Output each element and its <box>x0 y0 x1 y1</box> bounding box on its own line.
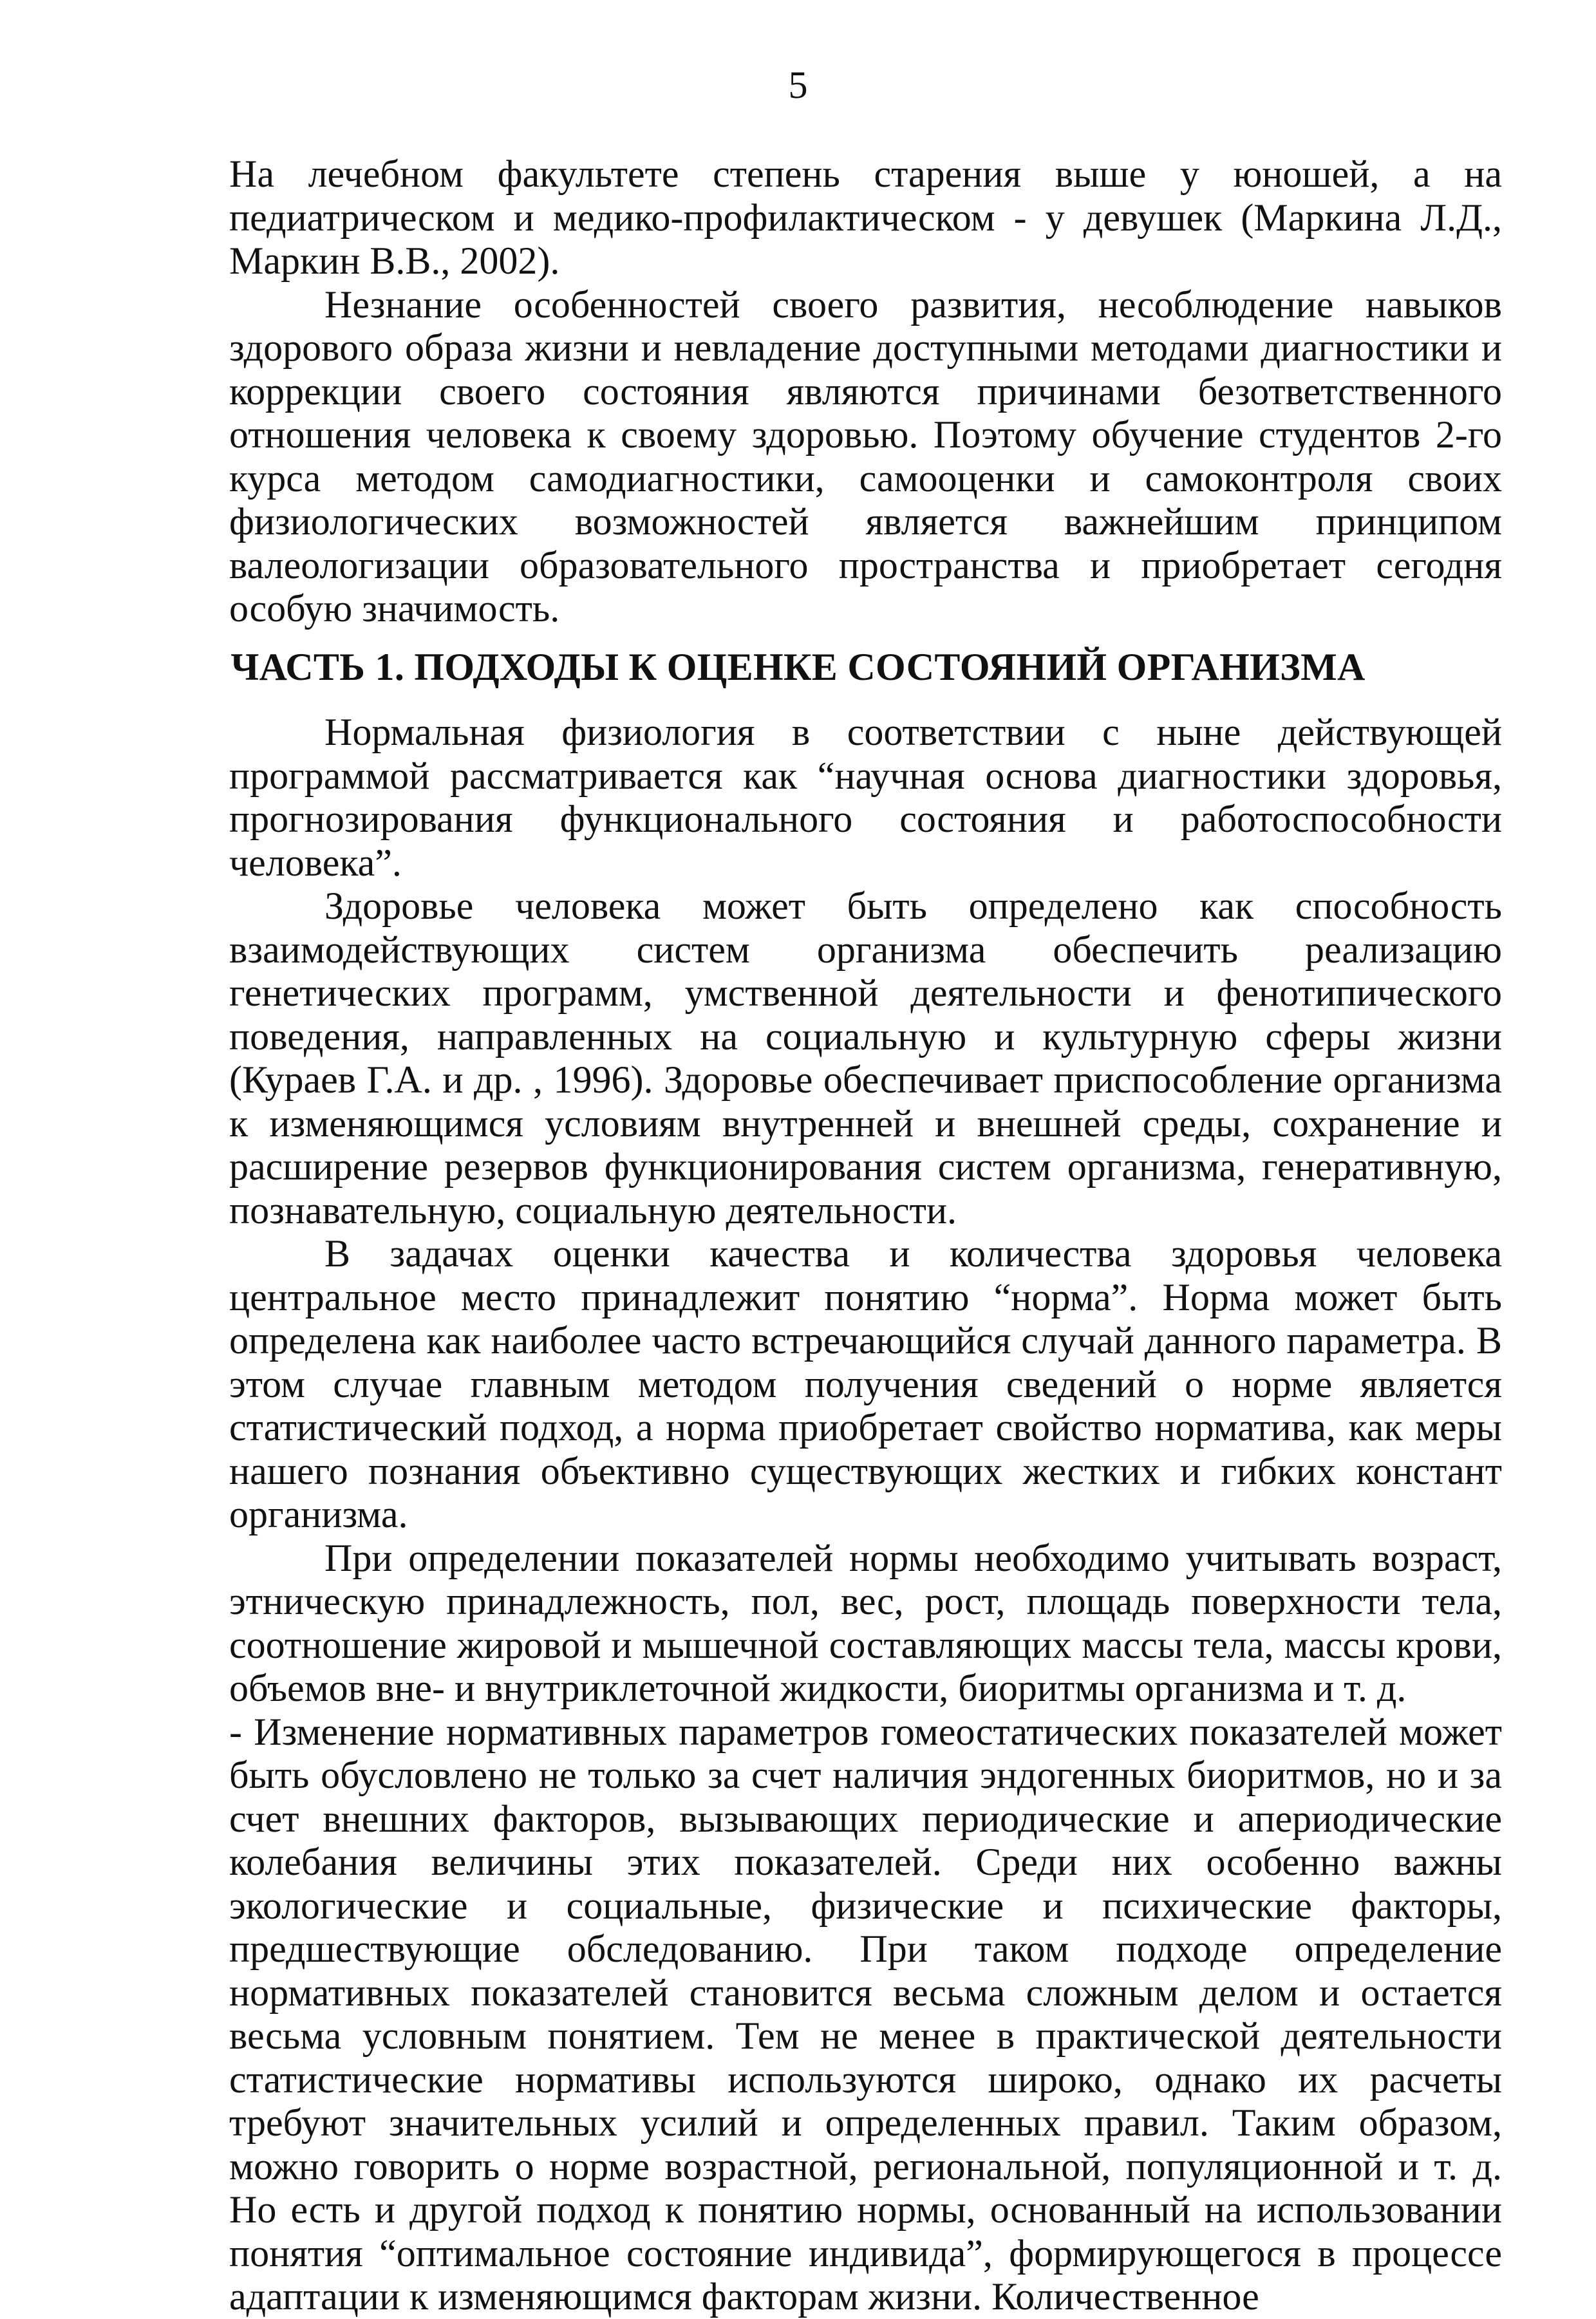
paragraph: При определении показателей нормы необходимо учитывать возраст, этническую принадлежность, пол, вес, рост, площадь поверхности тела, соотношение жировой и мышечной составляющих массы тела, массы крови, объемов вне- и внутриклеточной жидкости, биоритмы организма и т. д. <box>229 1536 1502 1709</box>
paragraph: Здоровье человека может быть определено как способность взаимодействующих систем организма обеспечить реализацию генетических программ, умственной деятельности и фенотипического поведения, направленных на социальную и культурную сферы жизни (Кураев Г.А. и др. , 1996). Здоровье обеспечивает приспособление организма к изменяющимся условиям внутренней и внешней среды, сохранение и расширение резервов функционирования систем организма, генеративную, познавательную, социальную деятельности. <box>229 885 1502 1232</box>
section-heading: ЧАСТЬ 1. ПОДХОДЫ К ОЦЕНКЕ СОСТОЯНИЙ ОРГАНИЗМА <box>230 646 1366 688</box>
paragraph: На лечебном факультете степень старения выше у юношей, а на педиатрическом и медико-профилактическом - у девушек (Маркина Л.Д., Маркин В.В., 2002). <box>229 153 1502 282</box>
page-number: 5 <box>788 64 808 106</box>
text-block-top <box>229 153 1502 631</box>
paragraph: В задачах оценки качества и количества здоровья человека центральное место принадлежит понятию “норма”. Норма может быть определена как наиболее часто встречающийся случай данного параметра. В этом случае главным методом получения сведений о норме является статистический подход, а норма приобретает свойство норматива, как меры нашего познания объективно существующих жестких и гибких констант организма. <box>229 1232 1502 1535</box>
paragraph: Нормальная физиология в соответствии с ныне действующей программой рассматривается как “научная основа диагностики здоровья, прогнозирования функционального состояния и работоспособности человека”. <box>229 711 1502 884</box>
paragraph: - Изменение нормативных параметров гомеостатических показателей может быть обусловлено не только за счет наличия эндогенных биоритмов, но и за счет внешних факторов, вызывающих периодические и апериодические колебания величины этих показателей. Среди них особенно важны экологические и социальные, физические и психические факторы, предшествующие обследованию. При таком подходе определение нормативных показателей становится весьма сложным делом и остается весьма условным понятием. Тем не менее в практической деятельности статистические нормативы используются широко, однако их расчеты требуют значительных усилий и определенных правил. Таким образом, можно говорить о норме возрастной, региональной, популяционной и т. д. Но есть и другой подход к понятию нормы, основанный на использовании понятия “оптимальное состояние индивида”, формирующегося в процессе адаптации к изменяющимся факторам жизни. Количественное <box>229 1710 1502 2318</box>
paragraph: Незнание особенностей своего развития, несоблюдение навыков здорового образа жизни и невладение доступными методами диагностики и коррекции своего состояния являются причинами безответственного отношения человека к своему здоровью. Поэтому обучение студентов 2-го курса методом самодиагностики, самооценки и самоконтроля своих физиологических возможностей является важнейшим принципом валеологизации образовательного пространства и приобретает сегодня особую значимость. <box>229 283 1502 630</box>
text-block-bottom <box>229 711 1502 2319</box>
